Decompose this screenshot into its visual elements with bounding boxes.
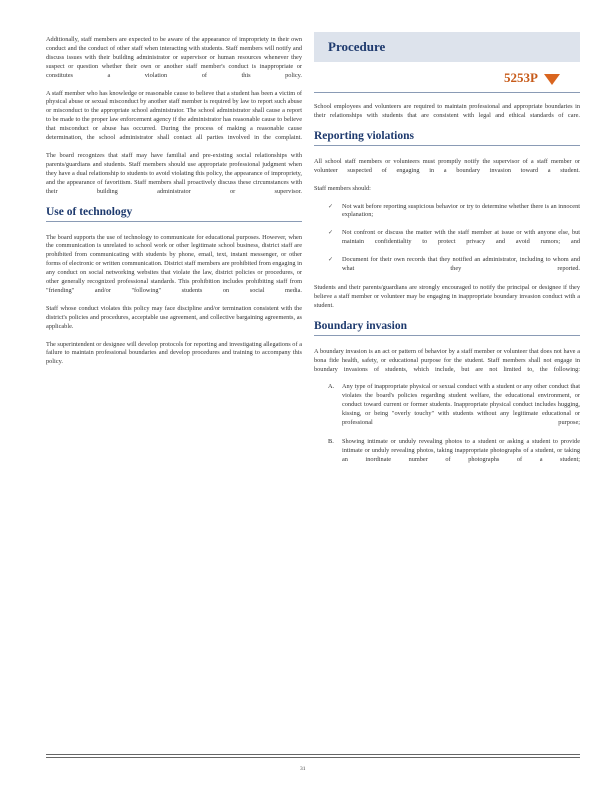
staff-should-list (314, 203, 580, 274)
list-item: B. Showing intimate or unduly revealing photos to a student or asking a student to provide intimate or unduly revealing photos, taking inappropriate photographs of a student, or taking an inordinate number of photographs of a student; (328, 437, 580, 463)
paragraph-parents-notify: Students and their parents/guardians are strongly encouraged to notify the principal or designee if they believe a staff member or volunteer may be engaging in inappropriate boundary invasion conduct with a student. (314, 283, 580, 309)
right-column (314, 32, 580, 475)
checkmark-icon: ✓ (328, 257, 334, 264)
paragraph-impropriety: Additionally, staff members are expected to be aware of the appearance of impropriety in their own conduct and the conduct of other staff when interacting with students. Staff members will notify and discuss issues with their building administrator or supervisor or human resources whenever they suspect or question whether their own or another staff member's conduct is inappropriate or constitutes a violation of this policy. (46, 36, 302, 79)
section-rule (46, 221, 302, 222)
procedure-code-row (314, 68, 580, 90)
paragraph-reporting-law: A staff member who has knowledge or reasonable cause to believe that a student has been a victim of physical abuse or sexual misconduct by another staff member is required by law to report such abuse or misconduct to the appropriate school administrator. The school administrator shall cause a report to be made to the proper law enforcement agency if the administrator has reasonable cause to believe that misconduct or abuse has occurred. During the process of making a reasonable cause determination, the school administrator shall contact all parties involved in the complaint. (46, 89, 302, 142)
page-number: 31 (300, 766, 306, 772)
procedure-title: Procedure (328, 39, 386, 54)
list-marker: B. (328, 437, 334, 445)
heading-boundary-invasion: Boundary invasion (314, 319, 407, 332)
list-item: ✓ Not wait before reporting suspicious behavior or try to determine whether there is an innocent explanation; (328, 202, 580, 219)
boundary-invasion-list (314, 383, 580, 464)
list-item: ✓ Not confront or discuss the matter with the staff member at issue or with anyone else, but maintain confidentiality to protect privacy and avoid rumors; and (328, 229, 580, 246)
checkmark-icon: ✓ (328, 230, 334, 237)
list-item: ✓ Document for their own records that they notified an administrator, including to whom and what they reported. (328, 256, 580, 273)
paragraph-superintendent: The superintendent or designee will develop protocols for reporting and investigating allegations of a failure to maintain professional boundaries and develop procedures and training to accompany this policy. (46, 340, 302, 366)
paragraph-boundaries-intro: School employees and volunteers are required to maintain professional and appropriate boundaries in their relationships with students that are consistent with legal and ethical standards of care. (314, 103, 580, 119)
heading-reporting-violations: Reporting violations (314, 129, 414, 142)
section-rule (314, 145, 580, 146)
paragraph-boundary-definition: A boundary invasion is an act or pattern of behavior by a staff member or volunteer that does not have a bona fide health, safety, or educational purpose for the student. Staff members shall not engage in boundary invasions of students, which include, but are not limited to, the following: (314, 347, 580, 373)
procedure-banner (314, 32, 580, 62)
paragraph-staff-should: Staff members should: (314, 184, 371, 192)
paragraph-notify-supervisor: All school staff members or volunteers must promptly notify the supervisor of a staff member or volunteer suspected of engaging in a boundary invasion toward a student. (314, 157, 580, 174)
heading-use-of-technology: Use of technology (46, 205, 133, 218)
list-item: A. Any type of inappropriate physical or sexual conduct with a student or any other conduct that violates the board's policies regarding student welfare, the educational environment, or conduct toward current or former students. Inappropriate physical conduct includes hugging, kissing, or being "overly touchy" with students without any legitimate educational or professional purpose; (328, 383, 580, 427)
footer-rules (46, 754, 580, 758)
paragraph-relationships: The board recognizes that staff may have familial and pre-existing social relationships with parents/guardians and students. Staff members should use appropriate professional judgment when they have a dual relationship to students to avoid violating this policy, the appearance of impropriety, and the appearance of favoritism. Staff members shall proactively discuss these circumstances with their building administrator or supervisor. (46, 151, 302, 195)
section-rule (314, 335, 580, 336)
paragraph-technology: The board supports the use of technology to communicate for educational purposes. However, when the communication is unrelated to school work or other legitimate school business, district staff are prohibited from communicating with students by phone, email, text, instant messenger, or other forms of electronic or written communication. District staff members are prohibited from engaging in any conduct on social networking websites that violate the law, district policies or procedures, or other generally recognized professional standards. This prohibition includes prohibiting staff from "friending" and/or "following" students on social media. (46, 233, 302, 294)
code-rule (314, 92, 580, 93)
footer-rule (46, 754, 580, 755)
footer-rule (46, 757, 580, 758)
paragraph-discipline: Staff whose conduct violates this policy may face discipline and/or termination consistent with the district's policies and procedures, acceptable use agreement, and collective bargaining agreements, as applicable. (46, 304, 302, 330)
triangle-marker-icon (544, 74, 560, 85)
left-column (46, 36, 302, 376)
list-marker: A. (328, 383, 335, 391)
procedure-code: 5253P (504, 70, 538, 85)
checkmark-icon: ✓ (328, 203, 334, 210)
